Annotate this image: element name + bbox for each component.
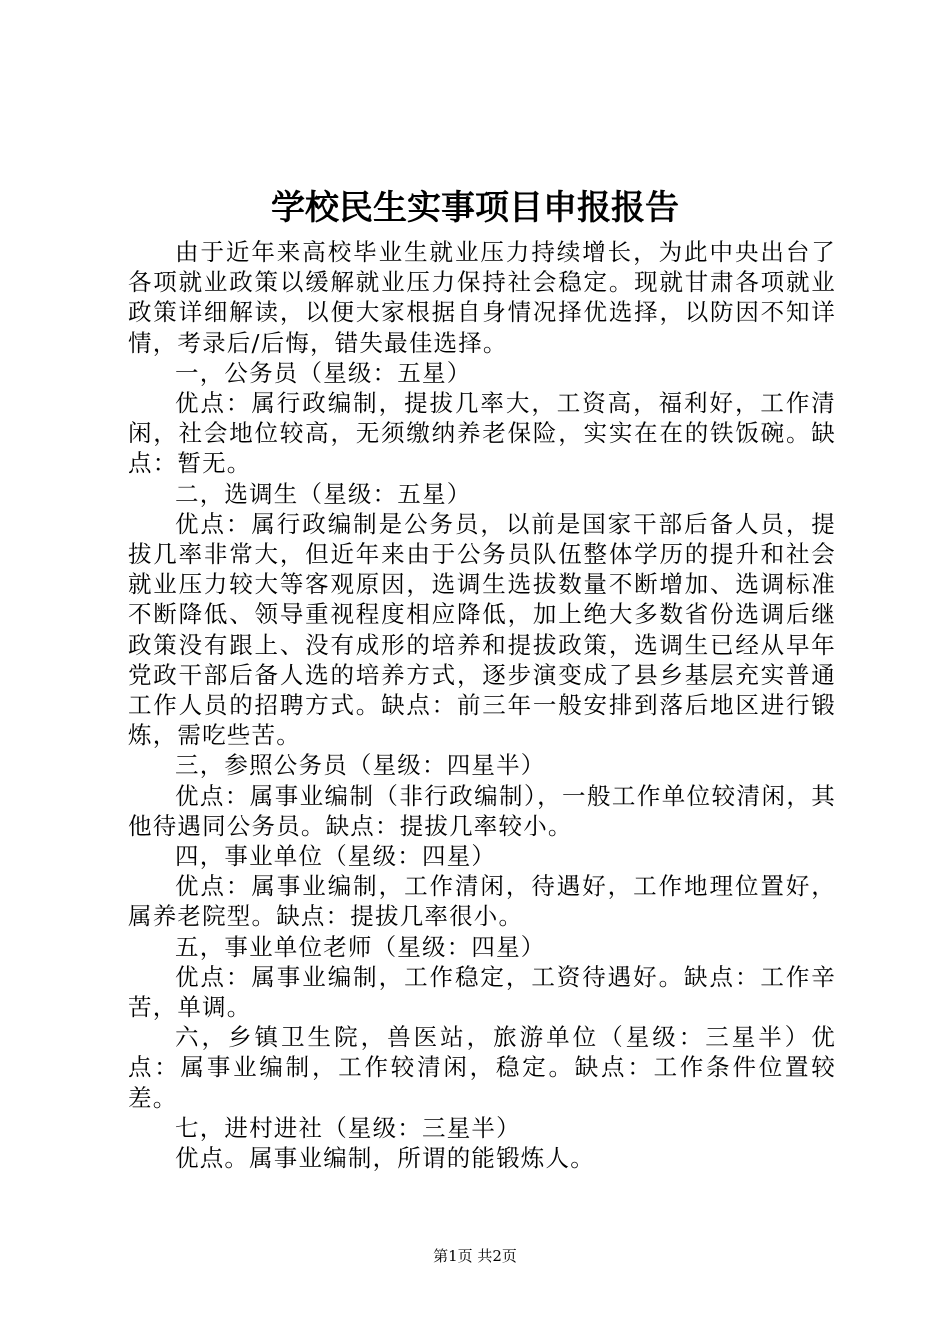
paragraph-3: 优点：属事业编制（非行政编制），一般工作单位较清闲，其他待遇同公务员。缺点：提拔几率较小。 xyxy=(128,781,836,840)
section-heading-5: 五，事业单位老师（星级：四星） xyxy=(175,932,546,961)
paragraph-4: 优点：属事业编制，工作清闲，待遇好，工作地理位置好，属养老院型。缺点：提拔几率很小。 xyxy=(128,872,836,931)
page-footer: 第1页 共2页 xyxy=(433,1247,517,1265)
section-heading-7: 七，进村进社（星级：三星半） xyxy=(175,1113,521,1142)
paragraph-intro: 由于近年来高校毕业生就业压力持续增长，为此中央出台了各项就业政策以缓解就业压力保持社会稳定。现就甘肃各项就业政策详细解读，以便大家根据自身情况择优选择，以防因不知详情，考录后/后悔，错失最佳选择。 xyxy=(128,238,836,357)
section-heading-4: 四，事业单位（星级：四星） xyxy=(175,842,497,871)
paragraph-5: 优点：属事业编制，工作稳定，工资待遇好。缺点：工作辛苦，单调。 xyxy=(128,962,836,1022)
paragraph-7: 优点。属事业编制，所谓的能锻炼人。 xyxy=(175,1144,595,1173)
paragraph-2: 优点：属行政编制是公务员，以前是国家干部后备人员，提拔几率非常大，但近年来由于公务员队伍整体学历的提升和社会就业压力较大等客观原因，选调生选拔数量不断增加、选调标准不断降低、领导重视程度相应降低，加上绝大多数省份选调后继政策没有跟上、没有成形的培养和提拔政策，选调生已经从早年党政干部后备人选的培养方式，逐步演变成了县乡基层充实普通工作人员的招聘方式。缺点：前三年一般安排到落后地区进行锻炼，需吃些苦。 xyxy=(128,509,836,750)
section-heading-2: 二，选调生（星级：五星） xyxy=(175,479,472,508)
document-body xyxy=(128,237,836,1173)
section-heading-1: 一，公务员（星级：五星） xyxy=(175,358,472,387)
paragraph-6: 六，乡镇卫生院，兽医站，旅游单位（星级：三星半）优点：属事业编制，工作较清闲，稳定。缺点：工作条件位置较差。 xyxy=(128,1023,836,1112)
document-title: 学校民生实事项目申报报告 xyxy=(271,188,679,228)
section-heading-3: 三，参照公务员（星级：四星半） xyxy=(175,751,546,780)
paragraph-1: 优点：属行政编制，提拔几率大，工资高，福利好，工作清闲，社会地位较高，无须缴纳养老保险，实实在在的铁饭碗。缺点：暂无。 xyxy=(128,389,836,478)
